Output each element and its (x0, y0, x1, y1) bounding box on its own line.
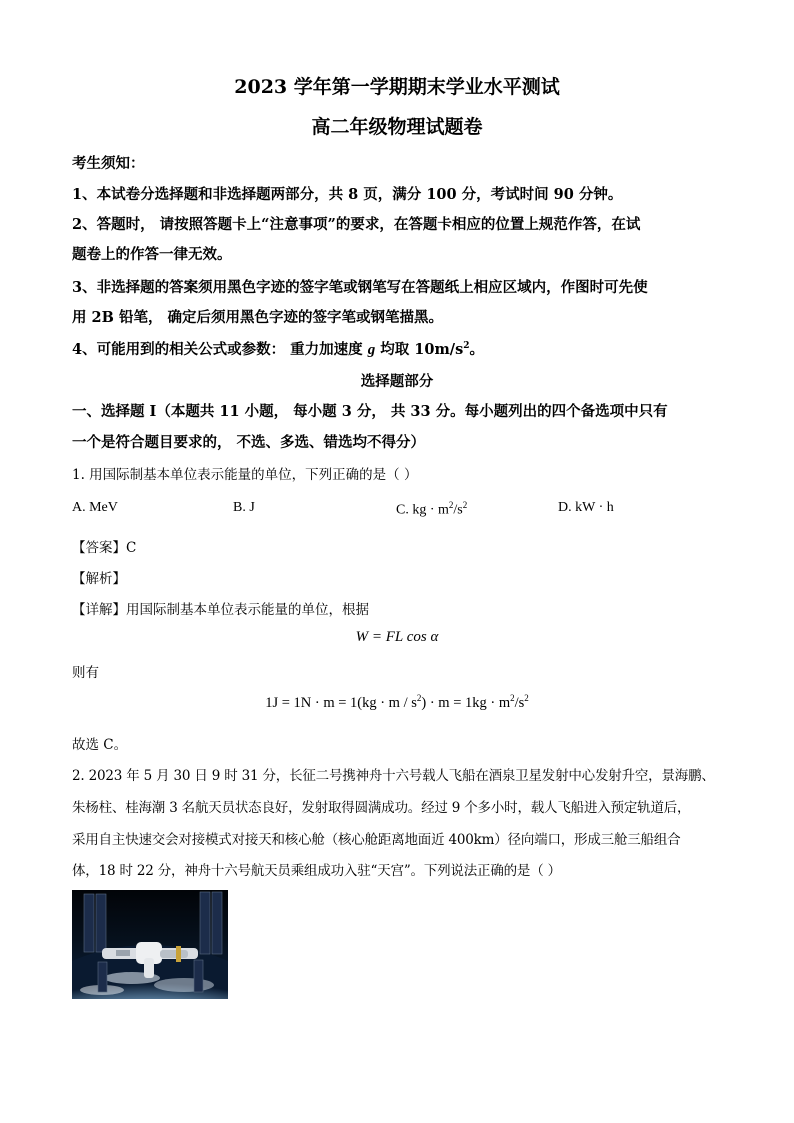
q1-formula-units-c: /s (514, 694, 525, 711)
q1-option-c-exp1: 2 (448, 500, 454, 510)
q1-stem: 1. 用国际制基本单位表示能量的单位，下列正确的是（ ） (72, 467, 418, 483)
q1-option-d: D. kW · h (558, 500, 614, 515)
notice-item-3b: 用 2B 铅笔， 确定后须用黑色字迹的签字笔或钢笔描黑。 (72, 309, 443, 326)
section-intro-b: 一个是符合题目要求的， 不选、多选、错选均不得分） (72, 434, 426, 451)
q1-answer-label: 【答案】 (72, 540, 126, 556)
q1-formula-units-a: 1J = 1N · m = 1(kg · m / s (265, 694, 417, 711)
q1-answer (72, 536, 722, 556)
q2-stem-line2: 朱杨柱、桂海潮 3 名航天员状态良好，发射取得圆满成功。经过 9 个多小时，载人飞船进入预定轨道后， (72, 800, 691, 816)
q2-stem-line4: 体，18 时 22 分，神舟十六号航天员乘组成功入驻“天宫”。下列说法正确的是（ ） (72, 863, 561, 879)
notice-heading: 考生须知： (72, 155, 145, 172)
exam-title: 2023 学年第一学期期末学业水平测试 (234, 76, 560, 98)
q1-detail: 【详解】用国际制基本单位表示能量的单位，根据 (72, 602, 369, 618)
q1-then: 则有 (72, 665, 99, 681)
space-station-image (72, 890, 228, 999)
q1-formula-units-b: ) · m = 1kg · m (421, 694, 511, 711)
q2-stem-line3: 采用自主快速交会对接模式对接天和核心舱（核心舱距离地面近 400km）径向端口，形成三舱三船组合 (72, 832, 681, 848)
q1-option-c (396, 500, 467, 519)
q1-conclusion: 故选 C。 (72, 737, 128, 753)
q1-option-b: B. J (233, 500, 255, 515)
q1-formula-units-exp3: 2 (524, 693, 529, 703)
q1-formula-units-exp2: 2 (510, 693, 515, 703)
notice-item-4 (72, 338, 722, 359)
notice-item-1: 1、本试卷分选择题和非选择题两部分，共 8 页，满分 100 分，考试时间 90 分钟。 (72, 186, 623, 203)
gravity-exponent: 2 (463, 341, 470, 352)
q1-option-a: A. MeV (72, 500, 118, 515)
notice-item-4-text: 4、可能用到的相关公式或参数： 重力加速度 (72, 341, 368, 358)
q1-formula-units (0, 693, 794, 712)
q1-analysis-label: 【解析】 (72, 571, 126, 587)
gravity-symbol: g (367, 342, 376, 358)
notice-item-2b: 题卷上的作答一律无效。 (72, 246, 232, 263)
notice-item-3a: 3、非选择题的答案须用黑色字迹的签字笔或钢笔写在答题纸上相应区域内，作图时可先使 (72, 279, 648, 296)
q1-formula-units-exp1: 2 (416, 693, 422, 703)
q2-stem-line1: 2. 2023 年 5 月 30 日 9 时 31 分，长征二号携神舟十六号载人飞船在酒泉卫星发射中心发射升空，景海鹏、 (72, 768, 715, 784)
section-heading: 选择题部分 (360, 373, 434, 390)
q1-answer-value: C (126, 540, 137, 556)
notice-item-2a: 2、答题时， 请按照答题卡上“注意事项”的要求，在答题卡相应的位置上规范作答，在试 (72, 216, 641, 233)
gravity-value: 均取 10m/s (375, 341, 464, 358)
space-station-illustration (72, 890, 228, 999)
q1-option-c-exp2: 2 (462, 500, 468, 510)
section-intro-a: 一、选择题 I（本题共 11 小题， 每小题 3 分， 共 33 分。每小题列出的四个备选项中只有 (72, 403, 668, 420)
q1-formula-work: W = FL cos α (355, 629, 439, 645)
q1-option-c-mid: /s (453, 502, 463, 518)
q1-option-c-text: C. kg · m (396, 502, 449, 518)
exam-subtitle: 高二年级物理试题卷 (311, 116, 483, 138)
notice-item-4-end: 。 (469, 341, 485, 358)
